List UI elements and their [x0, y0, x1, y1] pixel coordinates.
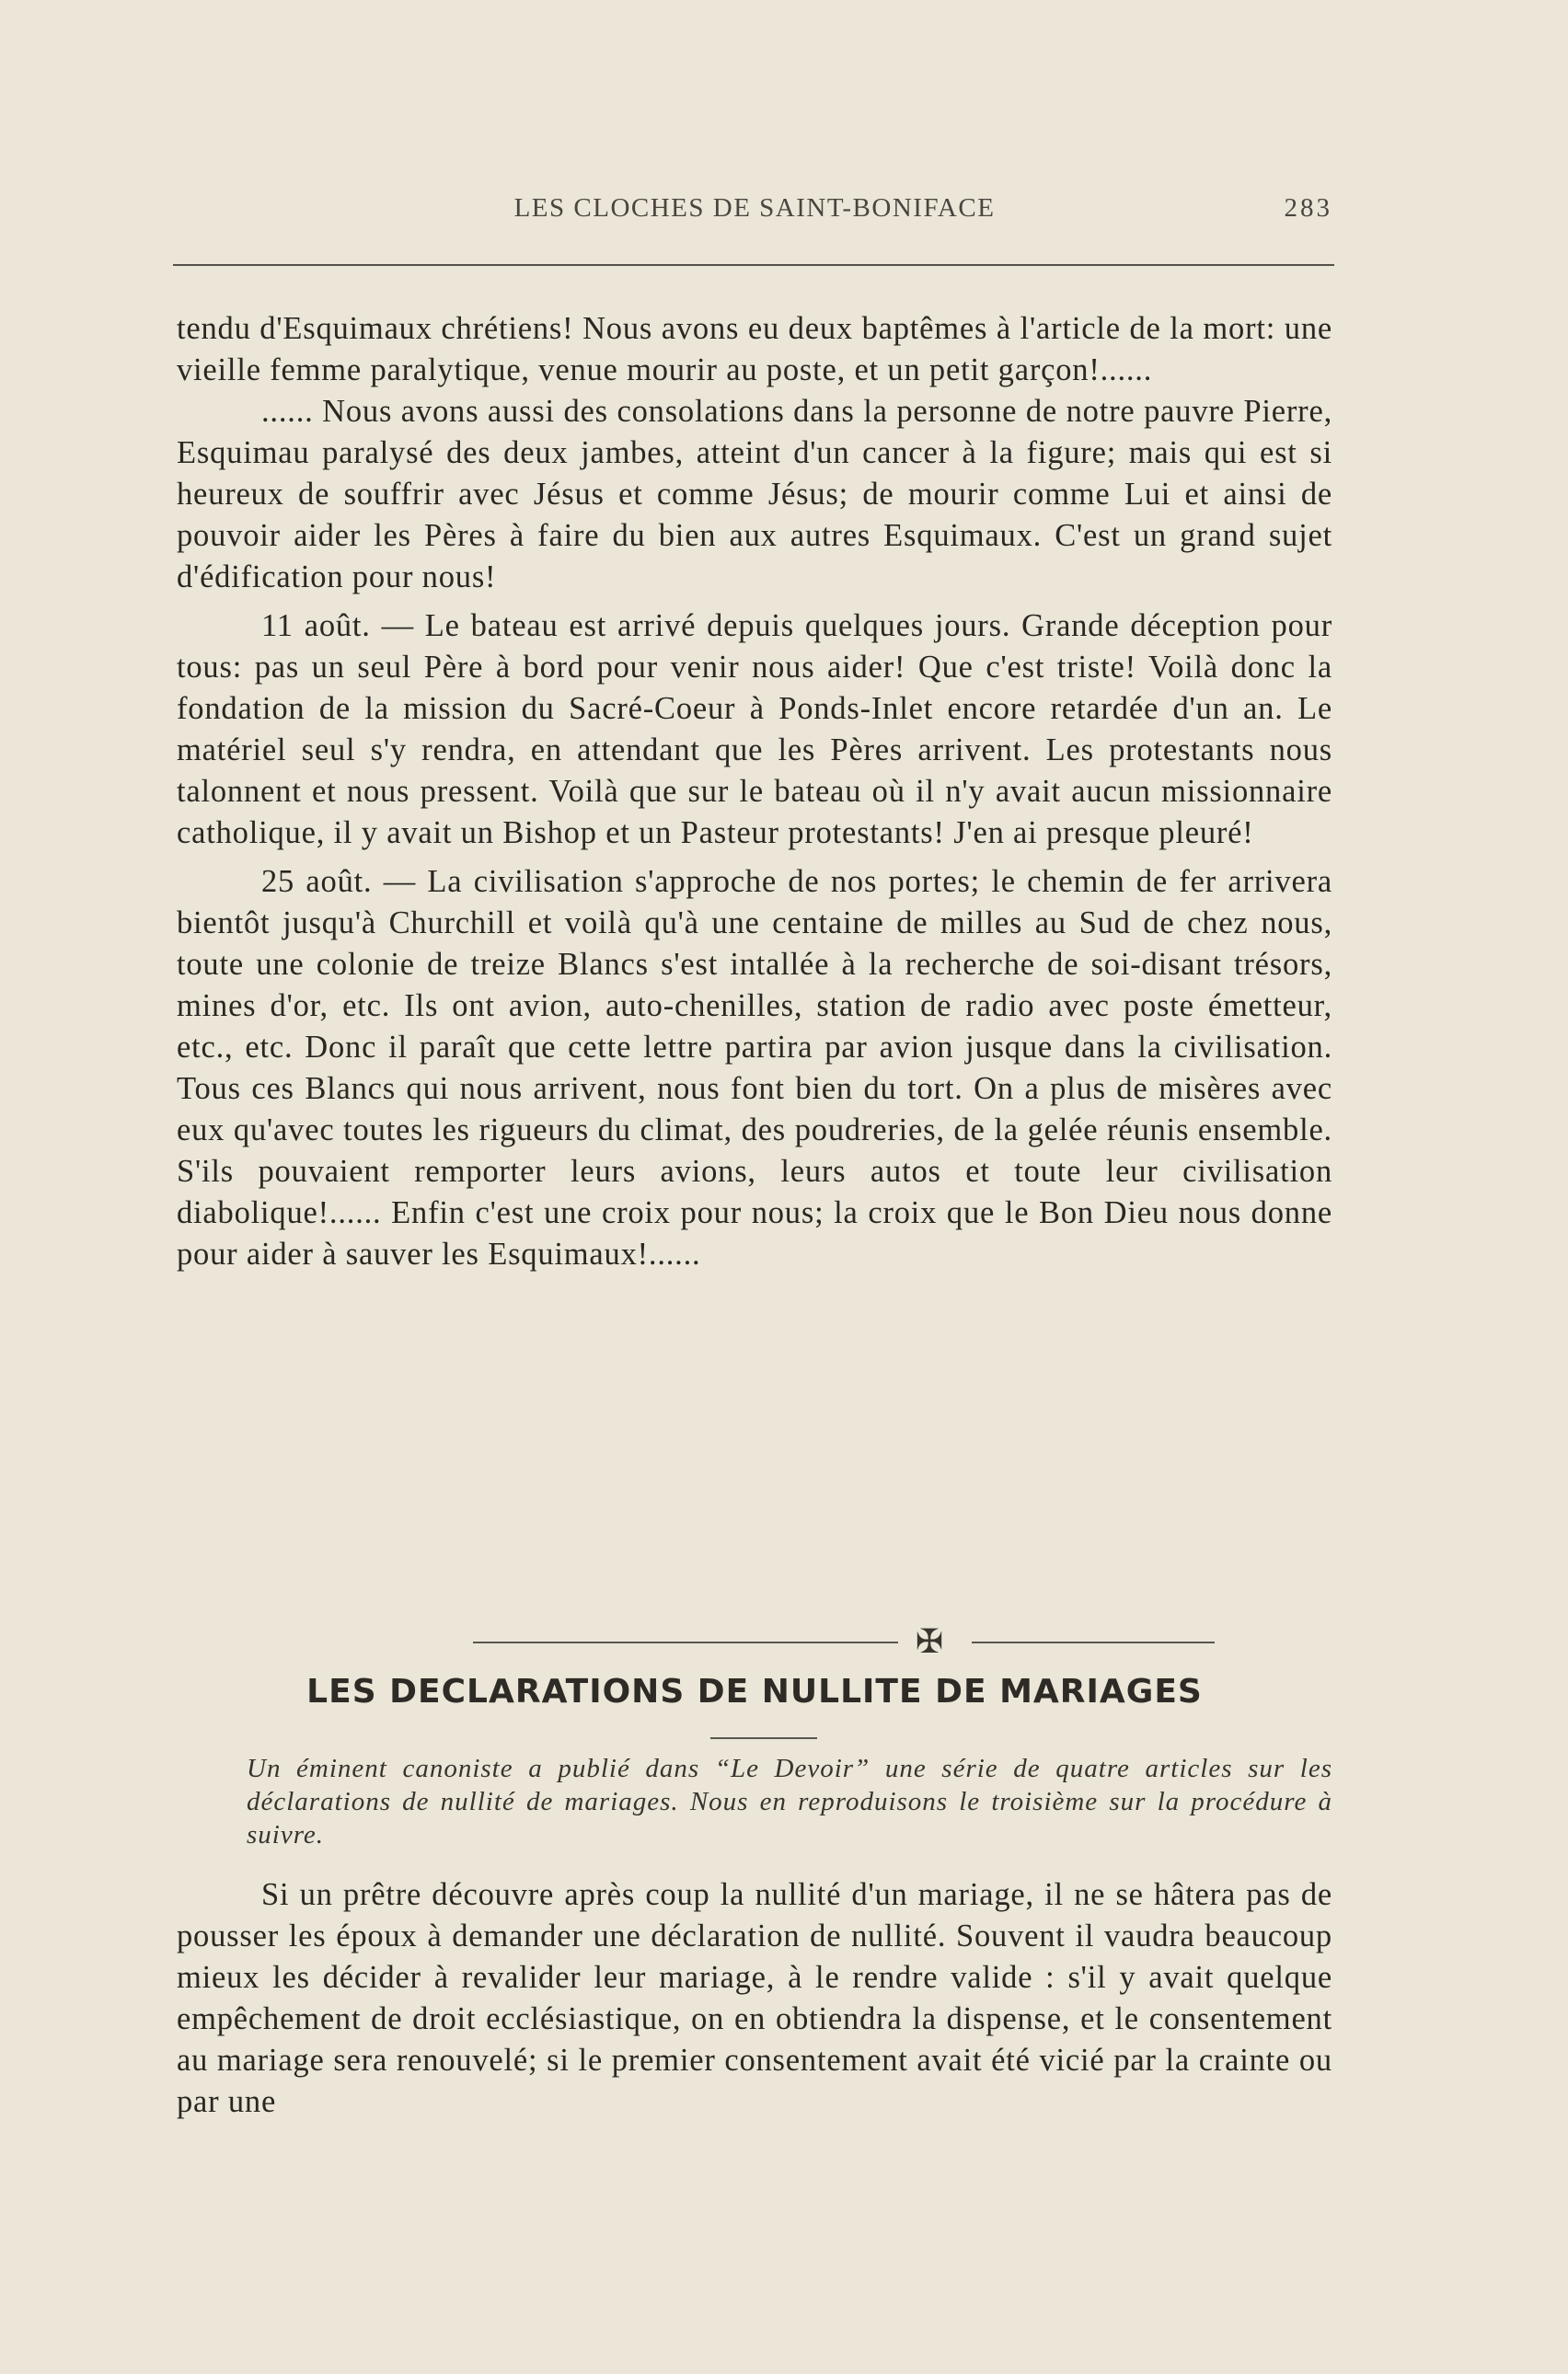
- letter-text: [177, 308, 1332, 1275]
- maltese-cross-icon: ✠: [915, 1623, 944, 1661]
- running-title: LES CLOCHES DE SAINT-BONIFACE: [513, 193, 996, 223]
- paragraph-11-aout: 11 août. — Le bateau est arrivé depuis quelques jours. Grande déception pour tous: pas un seul Père à bord pour venir nous aider! Que c'est triste! Voilà donc la fondation de la mission du Sacré-Coeur à Ponds-Inlet encore retardée d'un an. Le matériel seul s'y rendra, en attendant que les Pères arrivent. Les protestants nous talonnent et nous pressent. Voilà que sur le bateau où il n'y avait aucun missionnaire catholique, il y avait un Bishop et un Pasteur protestants! J'en ai presque pleuré!: [177, 608, 1332, 850]
- header-rule: [173, 264, 1334, 266]
- paragraph: tendu d'Esquimaux chrétiens! Nous avons eu deux baptêmes à l'article de la mort: une vieille femme paralytique, venue mourir au poste, et un petit garçon!......: [177, 311, 1332, 387]
- divider-line-left: [473, 1642, 898, 1643]
- divider-line-right: [972, 1642, 1215, 1643]
- heading-rule: [710, 1737, 817, 1739]
- section-body: [177, 1874, 1332, 2123]
- section-divider: [177, 1624, 1332, 1661]
- section-intro: [247, 1752, 1332, 1851]
- section-heading: LES DECLARATIONS DE NULLITE DE MARIAGES: [306, 1673, 1203, 1711]
- paragraph-25-aout: 25 août. — La civilisation s'approche de nos portes; le chemin de fer arrivera bientôt jusqu'à Churchill et voilà qu'à une centaine de milles au Sud de chez nous, toute une colonie de treize Blancs s'est intallée à la recherche de soi-disant trésors, mines d'or, etc. Ils ont avion, auto-chenilles, station de radio avec poste émetteur, etc., etc. Donc il paraît que cette lettre partira par avion jusque dans la civilisation. Tous ces Blancs qui nous arrivent, nous font bien du tort. On a plus de misères avec eux qu'avec toutes les rigueurs du climat, des poudreries, de la gelée réunis ensemble. S'ils pouvaient remporter leurs avions, leurs autos et toute leur civilisation diabolique!...... Enfin c'est une croix pour nous; la croix que le Bon Dieu nous donne pour aider à sauver les Esquimaux!......: [177, 864, 1332, 1272]
- paragraph: ...... Nous avons aussi des consolations dans la personne de notre pauvre Pierre, Esquimau paralysé des deux jambes, atteint d'un cancer à la figure; mais qui est si heureux de souffrir avec Jésus et comme Jésus; de mourir comme Lui et ainsi de pouvoir aider les Pères à faire du bien aux autres Esquimaux. C'est un grand sujet d'édification pour nous!: [177, 394, 1332, 594]
- paragraph: Si un prêtre découvre après coup la nullité d'un mariage, il ne se hâtera pas de pousser les époux à demander une déclaration de nullité. Souvent il vaudra beaucoup mieux les décider à revalider leur mariage, à le rendre valide : s'il y avait quelque empêchement de droit ecclésiastique, on en obtiendra la dispense, et le consentement au mariage sera renouvelé; si le premier consentement avait été vicié par la crainte ou par une: [177, 1877, 1332, 2119]
- intro-text: Un éminent canoniste a publié dans “Le Devoir” une série de quatre articles sur les déclarations de nullité de mariages. Nous en reproduisons le troisième sur la procédure à suivre.: [247, 1754, 1332, 1850]
- page-number: 283: [1284, 193, 1332, 223]
- running-head: [177, 193, 1332, 239]
